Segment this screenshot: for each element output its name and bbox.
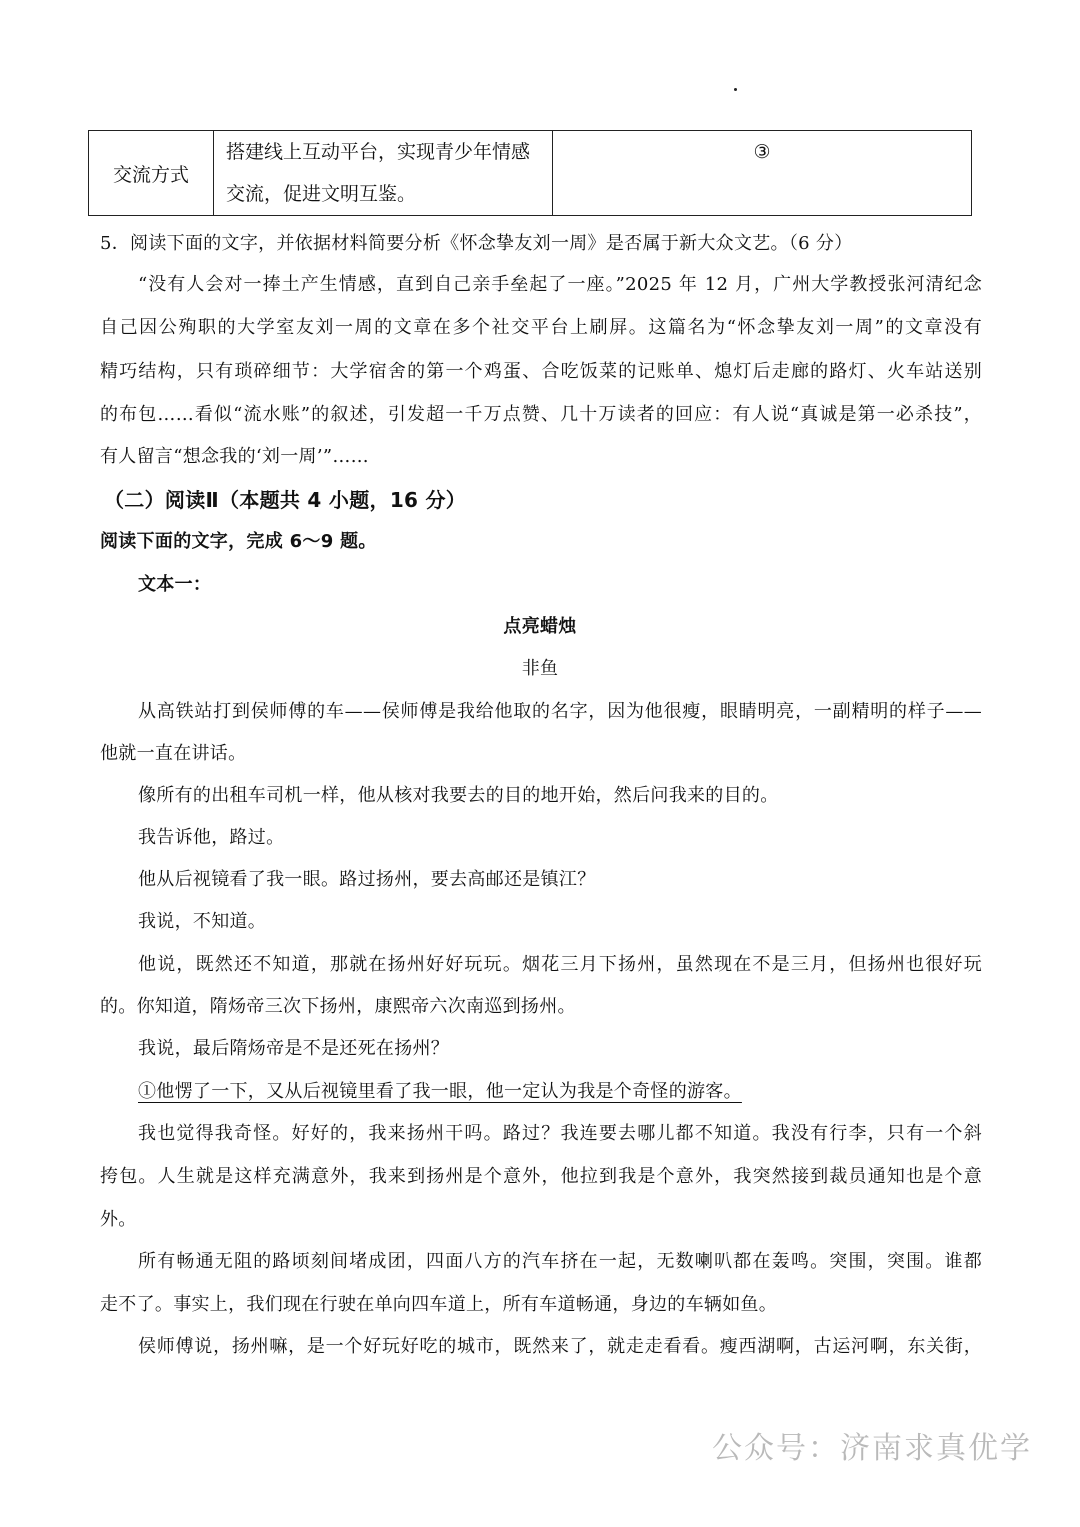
story-line: 我说，最后隋炀帝是不是还死在扬州？ bbox=[138, 1038, 450, 1059]
story-line: 外。 bbox=[100, 1209, 137, 1230]
story-line: 挎包。人生就是这样充满意外，我来到扬州是个意外，他拉到我是个意外，我突然接到裁员通知也是个意 bbox=[100, 1166, 982, 1187]
material-line: 自己因公殉职的大学室友刘一周的文章在多个社交平台上刷屏。这篇名为“怀念挚友刘一周”的文章没有 bbox=[100, 317, 982, 338]
story-line: 侯师傅说，扬州嘛，是一个好玩好吃的城市，既然来了，就走走看看。瘦西湖啊，古运河啊，东关街， bbox=[138, 1336, 982, 1357]
table-label-cell: 交流方式 bbox=[89, 131, 214, 216]
story-line: 走不了。事实上，我们现在行驶在单向四车道上，所有车道畅通，身边的车辆如鱼。 bbox=[100, 1294, 778, 1315]
material-line: “没有人会对一捧土产生情感，直到自己亲手垒起了一座。”2025 年 12 月，广州大学教授张河清纪念 bbox=[138, 274, 982, 295]
table-row bbox=[89, 131, 972, 216]
story-line: 所有畅通无阻的路顷刻间堵成团，四面八方的汽车挤在一起，无数喇叭都在轰鸣。突围，突围。谁都 bbox=[138, 1251, 982, 1272]
story-line: 我告诉他，路过。 bbox=[138, 827, 285, 848]
exchange-method-table bbox=[88, 130, 972, 216]
story-line: 我也觉得我奇怪。好好的，我来扬州干吗。路过？我连要去哪儿都不知道。我没有行李，只有一个斜 bbox=[138, 1123, 982, 1144]
story-line: 他从后视镜看了我一眼。路过扬州，要去高邮还是镇江？ bbox=[138, 869, 596, 890]
story-line: 像所有的出租车司机一样，他从核对我要去的目的地开始，然后问我来的目的。 bbox=[138, 785, 779, 806]
table-content-line: 交流，促进文明互鉴。 bbox=[226, 183, 417, 205]
underlined-sentence-1: ①他愣了一下，又从后视镜里看了我一眼，他一定认为我是个奇怪的游客。 bbox=[138, 1081, 742, 1102]
table-content-cell bbox=[214, 131, 553, 216]
material-line: 精巧结构，只有琐碎细节：大学宿舍的第一个鸡蛋、合吃饭菜的记账单、熄灯后走廊的路灯、火车站送别 bbox=[100, 361, 982, 382]
story-title: 点亮蜡烛 bbox=[503, 616, 577, 637]
story-line: 我说，不知道。 bbox=[138, 911, 267, 932]
question-5-prompt: 5．阅读下面的文字，并依据材料简要分析《怀念挚友刘一周》是否属于新大众文艺。（6 分） bbox=[100, 233, 853, 254]
table-content-line: 搭建线上互动平台，实现青少年情感 bbox=[226, 141, 531, 163]
story-line: 的。你知道，隋炀帝三次下扬州，康熙帝六次南巡到扬州。 bbox=[100, 996, 576, 1017]
material-line: 的布包……看似“流水账”的叙述，引发超一千万点赞、几十万读者的回应：有人说“真诚是第一必杀技”， bbox=[100, 404, 982, 425]
story-line: 他就一直在讲话。 bbox=[100, 743, 247, 764]
section-heading: （二）阅读Ⅱ（本题共 4 小题，16 分） bbox=[104, 488, 467, 512]
watermark-text: 公众号：济南求真优学 bbox=[712, 1431, 1032, 1466]
material-line: 有人留言“想念我的‘刘一周’”…… bbox=[100, 446, 369, 467]
stray-dot bbox=[734, 88, 737, 91]
text-label: 文本一： bbox=[138, 574, 212, 595]
section-instruction: 阅读下面的文字，完成 6～9 题。 bbox=[100, 531, 377, 552]
table-blank-cell: ③ bbox=[553, 131, 972, 216]
story-line: 从高铁站打到侯师傅的车——侯师傅是我给他取的名字，因为他很瘦，眼睛明亮，一副精明的样子—— bbox=[138, 701, 982, 722]
story-author: 非鱼 bbox=[521, 658, 559, 679]
story-line: 他说，既然还不知道，那就在扬州好好玩玩。烟花三月下扬州，虽然现在不是三月，但扬州也很好玩 bbox=[138, 954, 982, 975]
